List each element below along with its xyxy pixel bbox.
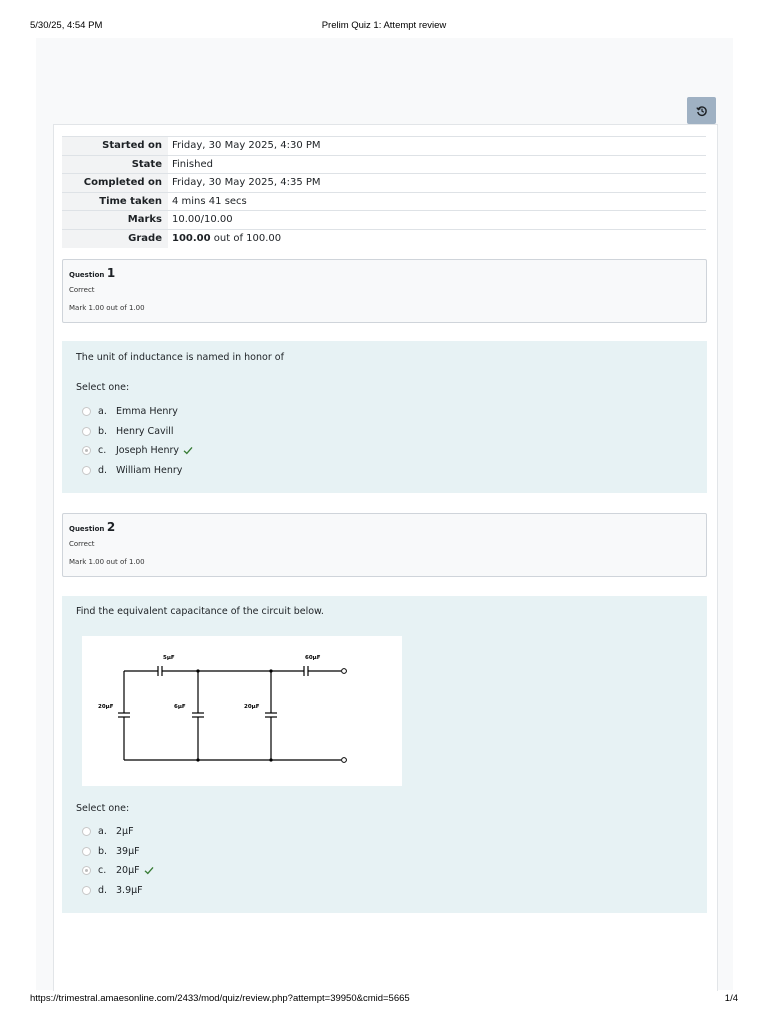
question-text: The unit of inductance is named in honor of bbox=[76, 352, 284, 363]
print-title: Prelim Quiz 1: Attempt review bbox=[321, 20, 447, 31]
question-text: Find the equivalent capacitance of the circuit below. bbox=[76, 606, 324, 617]
radio-button[interactable] bbox=[82, 886, 91, 895]
answer-option[interactable] bbox=[82, 842, 154, 862]
grade-score: 100.00 bbox=[172, 233, 211, 244]
option-label: Joseph Henry bbox=[116, 445, 180, 457]
summary-row bbox=[62, 211, 706, 230]
cap-label-60uf: 60μF bbox=[305, 655, 321, 661]
question-state: Correct bbox=[69, 540, 95, 548]
print-datetime: 5/30/25, 4:54 PM bbox=[30, 20, 103, 31]
question-title bbox=[69, 520, 115, 534]
option-letter: d. bbox=[98, 884, 108, 896]
circuit-diagram bbox=[82, 636, 402, 786]
cap-label-20uf-left: 20μF bbox=[98, 704, 114, 710]
print-footer bbox=[0, 993, 768, 1007]
question-title-prefix: Question bbox=[69, 525, 107, 533]
correct-check-icon bbox=[144, 866, 154, 875]
option-label: 3.9μF bbox=[116, 884, 143, 896]
summary-value: Friday, 30 May 2025, 4:35 PM bbox=[172, 177, 321, 189]
question-title-prefix: Question bbox=[69, 271, 107, 279]
option-letter: c. bbox=[98, 445, 107, 457]
cap-label-6uf: 6μF bbox=[174, 704, 186, 710]
circuit-svg bbox=[82, 636, 402, 786]
answer-option[interactable] bbox=[82, 822, 154, 842]
option-letter: a. bbox=[98, 406, 107, 418]
history-button[interactable] bbox=[687, 97, 716, 124]
question-state: Correct bbox=[69, 286, 95, 294]
summary-label: Marks bbox=[62, 211, 168, 230]
cap-label-5uf: 5μF bbox=[163, 655, 175, 661]
option-letter: c. bbox=[98, 865, 107, 877]
radio-button[interactable] bbox=[82, 466, 91, 475]
question-number: 2 bbox=[106, 520, 116, 534]
summary-row bbox=[62, 192, 706, 211]
print-page-number: 1/4 bbox=[724, 993, 738, 1004]
print-url: https://trimestral.amaesonline.com/2433/mod/quiz/review.php?attempt=39950&cmid=5665 bbox=[30, 993, 410, 1004]
summary-row bbox=[62, 137, 706, 156]
option-letter: d. bbox=[98, 464, 108, 476]
question-number: 1 bbox=[106, 266, 116, 280]
correct-check-icon bbox=[183, 446, 193, 455]
question-1-content bbox=[62, 341, 707, 493]
question-2-content bbox=[62, 596, 707, 913]
option-label: Henry Cavill bbox=[116, 425, 174, 437]
print-header bbox=[0, 20, 768, 34]
radio-button[interactable] bbox=[82, 866, 91, 875]
radio-button[interactable] bbox=[82, 827, 91, 836]
option-label: 2μF bbox=[116, 826, 134, 838]
answer-options bbox=[82, 822, 154, 900]
question-mark: Mark 1.00 out of 1.00 bbox=[69, 558, 145, 566]
option-label: 39μF bbox=[116, 845, 140, 857]
summary-value: 4 mins 41 secs bbox=[172, 195, 247, 207]
question-title bbox=[69, 266, 115, 280]
answer-option[interactable] bbox=[82, 402, 193, 422]
option-letter: a. bbox=[98, 826, 107, 838]
question-1-info bbox=[62, 259, 707, 323]
history-icon bbox=[696, 105, 708, 117]
option-label: Emma Henry bbox=[116, 406, 178, 418]
option-label: William Henry bbox=[116, 464, 183, 476]
radio-button[interactable] bbox=[82, 847, 91, 856]
option-letter: b. bbox=[98, 845, 108, 857]
radio-button[interactable] bbox=[82, 446, 91, 455]
summary-label: Grade bbox=[62, 229, 168, 248]
answer-option[interactable] bbox=[82, 441, 193, 461]
radio-button[interactable] bbox=[82, 427, 91, 436]
summary-row-grade bbox=[62, 229, 706, 248]
summary-value: Finished bbox=[172, 158, 213, 170]
question-2-info bbox=[62, 513, 707, 577]
radio-button[interactable] bbox=[82, 407, 91, 416]
answer-options bbox=[82, 402, 193, 480]
summary-label: Time taken bbox=[62, 192, 168, 211]
grade-total: out of 100.00 bbox=[210, 233, 282, 244]
summary-value bbox=[168, 229, 706, 248]
answer-option[interactable] bbox=[82, 861, 154, 881]
answer-option[interactable] bbox=[82, 422, 193, 442]
option-letter: b. bbox=[98, 425, 108, 437]
summary-value: Friday, 30 May 2025, 4:30 PM bbox=[172, 140, 321, 152]
answer-option[interactable] bbox=[82, 881, 154, 901]
attempt-summary-table bbox=[62, 136, 706, 248]
select-prompt: Select one: bbox=[76, 382, 130, 393]
cap-label-20uf-right: 20μF bbox=[244, 704, 260, 710]
summary-label: Started on bbox=[62, 137, 168, 156]
question-mark: Mark 1.00 out of 1.00 bbox=[69, 304, 145, 312]
select-prompt: Select one: bbox=[76, 803, 130, 814]
summary-row bbox=[62, 174, 706, 193]
summary-value: 10.00/10.00 bbox=[172, 214, 233, 226]
option-label: 20μF bbox=[116, 865, 140, 877]
summary-label: Completed on bbox=[62, 174, 168, 193]
answer-option[interactable] bbox=[82, 461, 193, 481]
summary-row bbox=[62, 155, 706, 174]
summary-label: State bbox=[62, 155, 168, 174]
